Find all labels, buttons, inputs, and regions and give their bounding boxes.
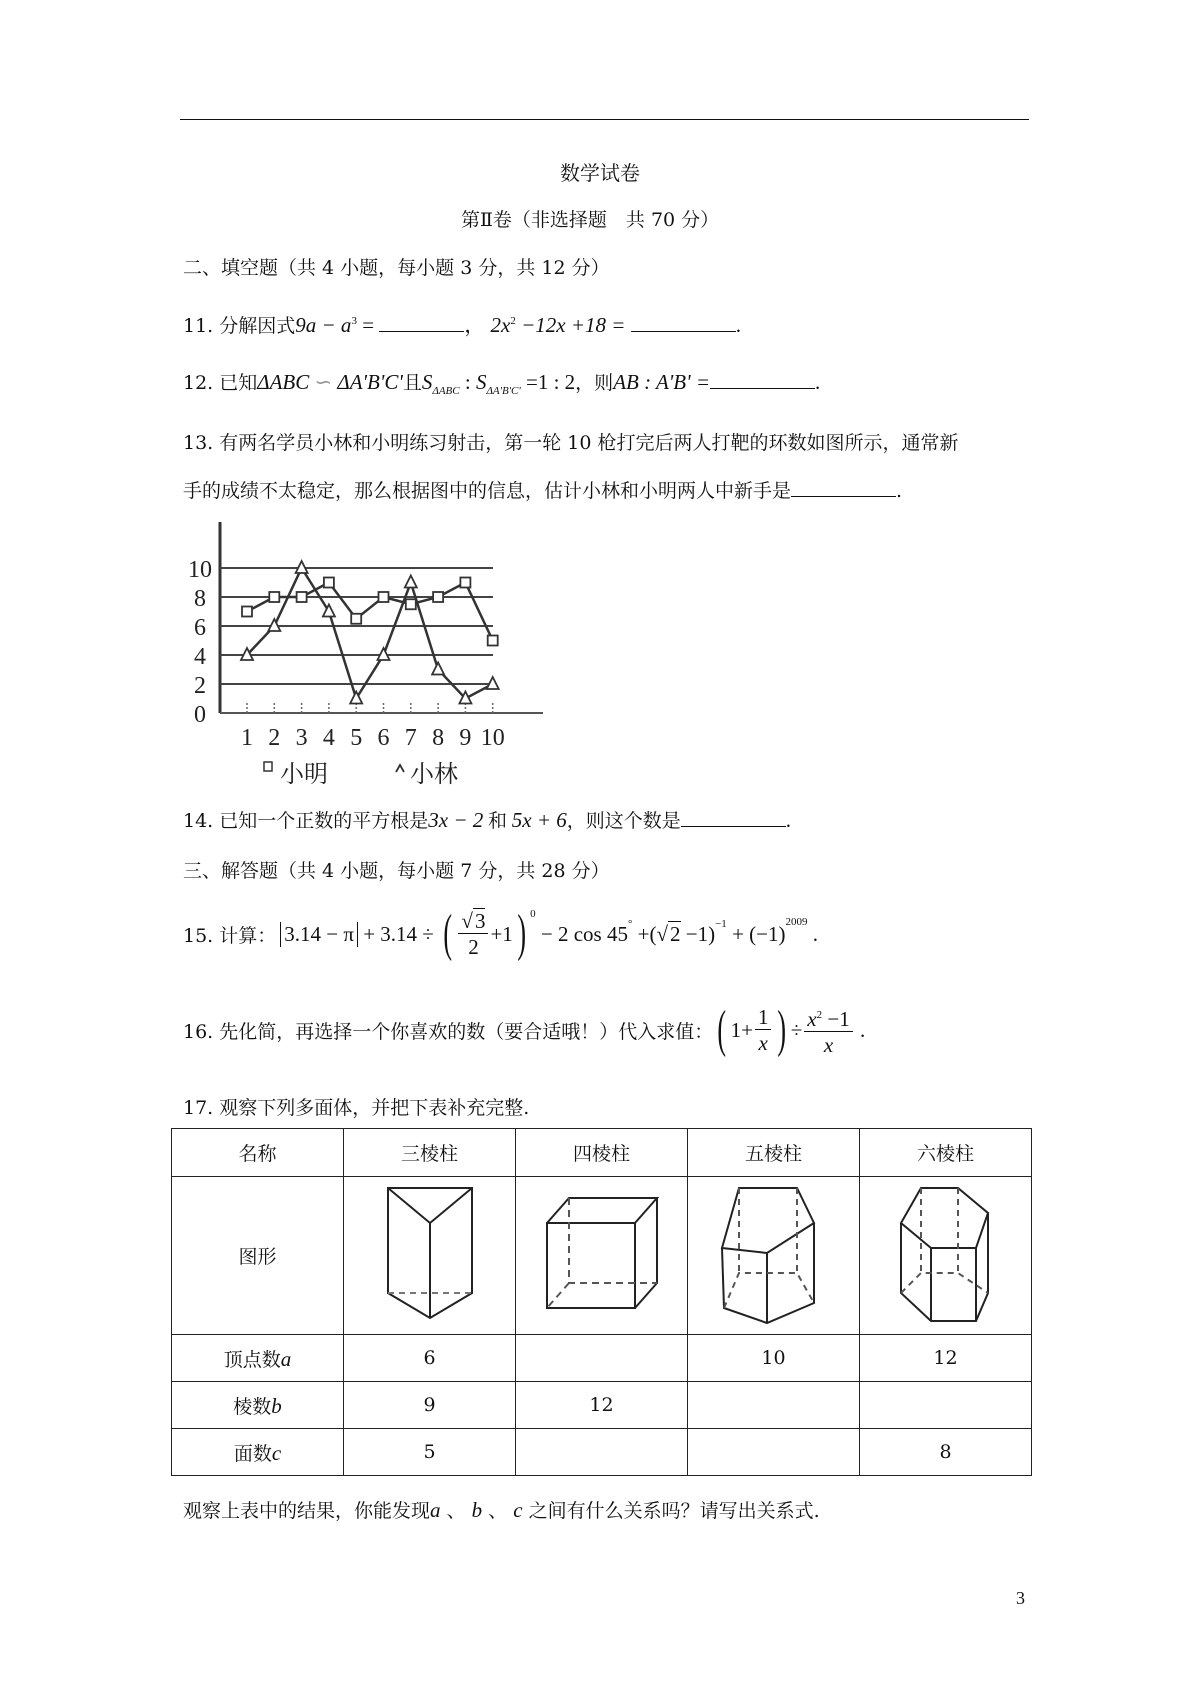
- q11-eq: =: [356, 313, 380, 337]
- q15-num: √3: [458, 909, 488, 934]
- right-paren: ): [777, 1001, 787, 1058]
- q15-end: .: [807, 921, 818, 946]
- x-tick-label: 9: [459, 725, 472, 751]
- question-15: 15. 计算： 3.14 − π + 3.14 ÷ ( $\frac{√3}{2}$ +1 ) $^0$ − 2 cos 45 ° +( √ 2 −1) $^{-1}$ + (−1) $^{2009}$ .: [183, 905, 818, 962]
- x-tick-label: 4: [322, 725, 335, 751]
- q12-end: .: [815, 370, 821, 394]
- closing-text1: 观察上表中的结果，你能发现: [183, 1500, 431, 1522]
- polyhedra-table: [171, 1128, 1032, 1476]
- q12-area1: S: [421, 370, 433, 394]
- row-label-text: 顶点数: [223, 1348, 281, 1371]
- table-header: 四棱柱: [516, 1129, 688, 1177]
- table-cell-empty[interactable]: [516, 1429, 688, 1476]
- legend-triangle-icon: [396, 765, 404, 772]
- pentagonal-prism-figure: [688, 1177, 860, 1335]
- q14-prefix: 14. 已知一个正数的平方根是: [183, 810, 429, 832]
- table-cell-empty[interactable]: [688, 1429, 860, 1476]
- right-paren: ): [517, 905, 526, 962]
- q13-end: .: [896, 480, 903, 502]
- q14-expr1: 3x − 2: [428, 808, 484, 832]
- x-tick-label: 8: [432, 725, 445, 751]
- table-cell: 5: [344, 1429, 516, 1476]
- q11-prefix: 11. 分解因式: [183, 315, 296, 337]
- row-label-text: 面数: [233, 1442, 272, 1465]
- q15-sqrt2: 2: [670, 922, 681, 946]
- question-13-line1: 13. 有两名学员小林和小明练习射击，第一轮 10 枪打完后两人打靶的环数如图所示，通常新: [183, 432, 959, 454]
- q12-area1-sub: ΔABC: [432, 385, 460, 398]
- table-row: [172, 1429, 1032, 1476]
- data-point-square: [433, 592, 443, 602]
- table-cell: 6: [344, 1335, 516, 1382]
- q15-sqrt3: 3: [474, 908, 486, 933]
- q16-fraction2: [804, 1003, 852, 1058]
- var-a: a: [430, 1498, 441, 1522]
- q11-exp1: 3: [351, 315, 357, 327]
- q12-ratio: =1 : 2: [520, 370, 576, 394]
- row-label-text: 棱数: [233, 1395, 272, 1418]
- q16-num2-x: x: [807, 1006, 817, 1031]
- row-var: a: [280, 1346, 292, 1371]
- q16-end: .: [854, 1017, 866, 1042]
- x-tick-label: 10: [480, 725, 505, 751]
- closing-text2: 之间有什么关系吗？请写出关系式.: [522, 1500, 820, 1522]
- section3-heading: 三、解答题（共 4 小题，每小题 7 分，共 28 分）: [183, 860, 610, 882]
- q11-expr1: 9a − a: [295, 313, 352, 337]
- q15-exp2009: 2009: [785, 916, 808, 928]
- y-tick-label: 2: [194, 673, 206, 699]
- q15-exp0: 0: [530, 908, 536, 920]
- left-paren: (: [717, 1001, 727, 1058]
- table-cell: 9: [344, 1382, 516, 1429]
- q14-expr2: 5x + 6: [511, 808, 567, 832]
- q12-triangle-abc: ΔABC: [257, 370, 310, 394]
- triangular-prism-figure: [344, 1177, 516, 1335]
- q15-p4: −1): [680, 921, 716, 946]
- x-tick-label: 6: [377, 725, 390, 751]
- var-c: c: [513, 1498, 523, 1522]
- data-point-square: [488, 636, 498, 646]
- q11-expr2b: −12x +18 =: [515, 313, 631, 337]
- table-row: [172, 1382, 1032, 1429]
- table-header: 六棱柱: [860, 1129, 1032, 1177]
- data-point-square: [406, 599, 416, 609]
- q12-area2: S: [475, 370, 487, 394]
- data-point-triangle: [405, 576, 417, 588]
- q15-abs-expr: 3.14 − π: [284, 921, 354, 946]
- data-point-square: [242, 607, 252, 617]
- row-var: c: [271, 1440, 282, 1465]
- x-tick-label: 3: [295, 725, 308, 751]
- data-point-triangle: [432, 663, 444, 675]
- q14-and: 和: [483, 811, 512, 832]
- table-header: 三棱柱: [344, 1129, 516, 1177]
- shooting-score-chart: [0, 0, 1200, 800]
- table-figure-row: [172, 1177, 1032, 1335]
- table-header: 名称: [172, 1129, 344, 1177]
- q15-deg: °: [627, 918, 633, 930]
- row-label: [172, 1382, 344, 1429]
- page-number: 3: [1016, 1588, 1025, 1608]
- question-16: [183, 1000, 865, 1060]
- q16-num2-exp: 2: [816, 1008, 823, 1021]
- q12-prefix: 12. 已知: [183, 372, 258, 394]
- table-header-row: [172, 1129, 1032, 1177]
- q16-one-plus: 1+: [730, 1017, 753, 1042]
- hexagonal-prism-figure: [860, 1177, 1032, 1335]
- table-header: 五棱柱: [688, 1129, 860, 1177]
- row-label: [172, 1335, 344, 1382]
- data-point-square: [324, 578, 334, 588]
- data-point-square: [297, 592, 307, 602]
- q12-colon: :: [459, 370, 476, 394]
- table-cell-empty[interactable]: [688, 1382, 860, 1429]
- q14-tail: ，则这个数是: [566, 811, 681, 832]
- table-cell-empty[interactable]: [516, 1335, 688, 1382]
- q15-fraction: [458, 909, 488, 960]
- q12-ask: AB : A'B' =: [613, 370, 711, 394]
- similar-symbol: ∽: [314, 370, 333, 394]
- series-line-小明: [247, 583, 493, 641]
- q15-abs: [280, 922, 358, 947]
- legend-square-icon: [264, 762, 272, 771]
- x-tick-label: 7: [404, 725, 417, 751]
- q11-expr2a: 2x: [490, 313, 511, 337]
- y-tick-label: 6: [194, 615, 206, 641]
- q16-prefix: 16. 先化简，再选择一个你喜欢的数（要合适哦！）代入求值：: [183, 1020, 714, 1043]
- q15-exp-minus1: −1: [715, 918, 727, 930]
- table-cell: 12: [516, 1382, 688, 1429]
- q16-fraction1: [755, 1005, 772, 1056]
- table-cell: 10: [688, 1335, 860, 1382]
- left-paren: (: [443, 905, 453, 962]
- table-cell: 8: [860, 1429, 1032, 1476]
- data-point-square: [379, 592, 389, 602]
- q13-text: 手的成绩不太稳定，那么根据图中的信息，估计小林和小明两人中新手是: [183, 480, 792, 502]
- x-tick-label: 1: [241, 725, 253, 751]
- q15-p1: + 3.14 ÷: [357, 921, 440, 946]
- x-tick-label: 2: [268, 725, 281, 751]
- q16-div: ÷: [790, 1017, 803, 1042]
- row-label: [172, 1429, 344, 1476]
- q12-then: ，则: [575, 373, 614, 394]
- part-subtitle: 第Ⅱ卷（非选择题 共 70 分）: [461, 209, 720, 231]
- closing-question: [183, 1496, 820, 1523]
- q14-end: .: [785, 808, 792, 832]
- y-tick-label: 10: [188, 557, 212, 583]
- table-cell: 12: [860, 1335, 1032, 1382]
- q15-p2: − 2 cos 45: [535, 921, 628, 946]
- table-cell-empty[interactable]: [860, 1382, 1032, 1429]
- q11-end: .: [735, 313, 741, 337]
- closing-sep1: 、: [440, 1500, 472, 1522]
- q16-num1: 1: [755, 1005, 772, 1030]
- q15-p5: + (−1): [726, 921, 786, 946]
- q12-and: 且: [402, 373, 422, 394]
- y-tick-label: 8: [194, 586, 206, 612]
- q16-den2: x: [823, 1032, 834, 1057]
- y-tick-label: 4: [194, 644, 206, 670]
- q12-area2-sub: ΔA'B'C': [486, 385, 521, 398]
- data-point-square: [269, 592, 279, 602]
- data-point-square: [351, 614, 361, 624]
- q16-num2-rest: −1: [822, 1006, 850, 1031]
- legend-label: 小林: [410, 762, 458, 788]
- q16-num2: [804, 1003, 852, 1032]
- data-point-square: [460, 578, 470, 588]
- quadrangular-prism-figure: [516, 1177, 688, 1335]
- q14-answer-blank[interactable]: [681, 808, 786, 827]
- closing-sep2: 、: [482, 1500, 514, 1522]
- x-tick-label: 5: [350, 725, 363, 751]
- y-tick-label: 0: [194, 702, 206, 728]
- legend-label: 小明: [280, 762, 328, 788]
- question-14: [183, 806, 791, 833]
- q15-den: 2: [468, 934, 479, 959]
- q12-triangle-abc-prime: ΔA'B'C': [337, 370, 403, 394]
- q11-sep: ，: [464, 313, 486, 337]
- section2-heading: 二、填空题（共 4 小题，每小题 3 分，共 12 分）: [183, 257, 610, 279]
- page-title: 数学试卷: [560, 161, 640, 185]
- q16-den1: x: [758, 1030, 768, 1055]
- table-row: [172, 1335, 1032, 1382]
- question-17: 17. 观察下列多面体，并把下表补充完整.: [183, 1097, 530, 1119]
- q11-exp2: 2: [510, 315, 516, 327]
- row-var: b: [271, 1393, 282, 1418]
- figure-label: 图形: [172, 1177, 344, 1335]
- var-b: b: [471, 1498, 483, 1522]
- q15-p3: +(: [632, 921, 657, 946]
- q15-prefix: 15. 计算：: [183, 924, 277, 947]
- q15-plus1: +1: [490, 921, 513, 946]
